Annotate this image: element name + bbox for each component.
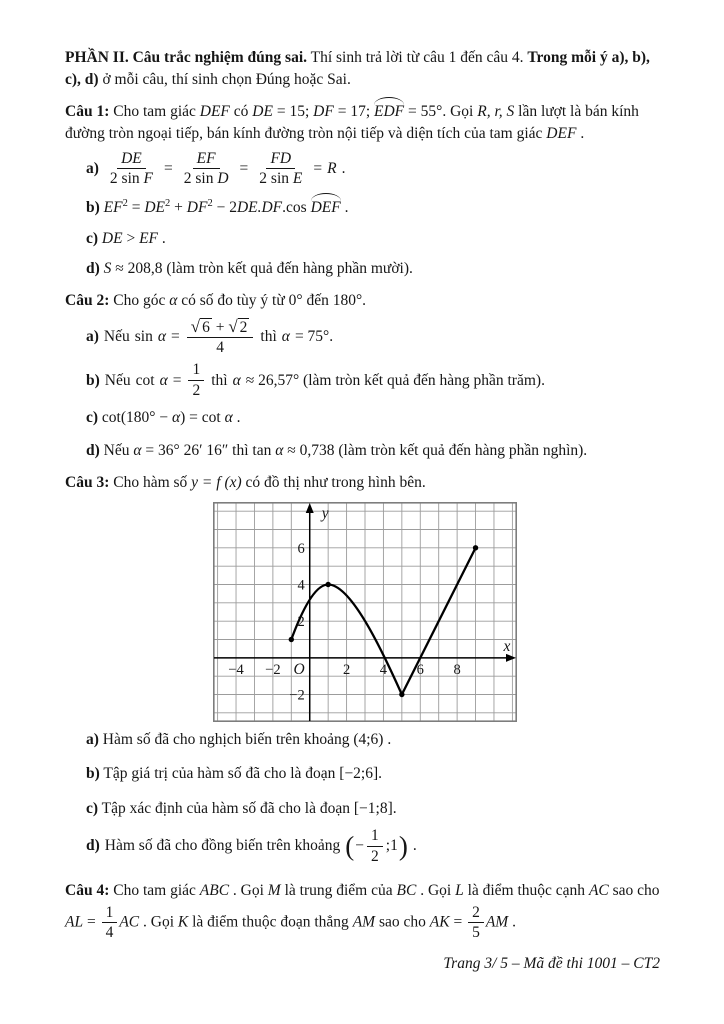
page-content bbox=[65, 47, 664, 942]
q1-item-b bbox=[65, 197, 664, 219]
header-bold-note: Trong mỗi ý a), b), c), d) bbox=[65, 49, 650, 88]
math-var: K bbox=[177, 913, 189, 931]
denominator: 4 bbox=[216, 339, 224, 357]
radical-sign: √ bbox=[190, 316, 201, 336]
text-run: Tập giá trị của hàm số đã cho là đoạn bbox=[103, 765, 340, 783]
superscript: 2 bbox=[207, 197, 213, 209]
text-run: có bbox=[229, 103, 253, 120]
item-label: b) bbox=[86, 371, 100, 389]
fraction bbox=[188, 361, 204, 399]
y-tick-label: 4 bbox=[296, 577, 305, 594]
equals-sign: = bbox=[239, 160, 249, 178]
minus-sign: − bbox=[355, 837, 365, 855]
text-run: Nếu bbox=[103, 441, 134, 459]
radical-sign: √ bbox=[228, 316, 238, 336]
item-label: b) bbox=[86, 765, 100, 783]
numerator: 1 bbox=[102, 904, 118, 923]
text-run: có đồ thị như trong hình bên. bbox=[241, 474, 426, 492]
math-var: BC bbox=[396, 881, 417, 899]
marked-point bbox=[325, 581, 330, 586]
math-var: AL bbox=[65, 913, 84, 931]
equals-sign: = bbox=[163, 160, 173, 178]
text-run: − 2 bbox=[212, 198, 237, 216]
q2-item-c bbox=[65, 407, 664, 429]
math-var: ABC bbox=[199, 881, 230, 899]
fraction bbox=[468, 904, 484, 942]
text-run: . bbox=[158, 230, 166, 248]
text-run: Cho tam giác bbox=[109, 103, 200, 120]
question-label: Câu 3: bbox=[65, 474, 110, 492]
fraction bbox=[102, 904, 118, 942]
text-run: . bbox=[412, 837, 417, 855]
math-expr: [−2;6] bbox=[339, 765, 379, 783]
math-var: F bbox=[143, 170, 153, 188]
item-label: c) bbox=[86, 799, 99, 817]
math-var: L bbox=[455, 881, 464, 899]
text-run: Nếu bbox=[103, 327, 130, 345]
math-var: EF bbox=[196, 150, 216, 167]
question-label: Câu 1: bbox=[65, 103, 110, 120]
superscript: 2 bbox=[122, 197, 128, 209]
q3-item-d bbox=[65, 827, 664, 865]
function-graph-svg bbox=[213, 502, 517, 722]
x-tick-label: 4 bbox=[379, 661, 387, 678]
text-run: = 55°. Gọi bbox=[404, 103, 478, 120]
text-run: = 75°. bbox=[294, 327, 334, 345]
text-run: 2 sin bbox=[259, 170, 293, 188]
text-run: = 36° 26′ 16″ thì tan bbox=[141, 441, 276, 459]
text-run: = 15; bbox=[272, 103, 314, 120]
math-var: α bbox=[232, 371, 241, 389]
x-tick-label: 8 bbox=[452, 661, 461, 678]
question-2-intro bbox=[65, 290, 664, 312]
x-axis-arrow bbox=[506, 653, 516, 661]
text-run: là điểm thuộc cạnh bbox=[463, 881, 589, 899]
equals-sign: = bbox=[170, 327, 180, 345]
text-run: 2 sin bbox=[183, 170, 218, 188]
math-var: AM bbox=[352, 913, 376, 931]
math-var: α bbox=[169, 292, 178, 310]
section-header bbox=[65, 47, 664, 90]
math-var: R, r, S bbox=[477, 103, 515, 120]
math-var: DE bbox=[121, 150, 142, 167]
math-var: DE bbox=[101, 230, 123, 248]
text-run: . bbox=[378, 765, 383, 783]
text-run: . bbox=[576, 124, 585, 142]
text-run: ≈ 26,57° (làm tròn kết quả đến hàng phần trăm). bbox=[245, 371, 545, 389]
item-label: b) bbox=[86, 198, 100, 216]
math-var: DE bbox=[252, 103, 273, 120]
text-run: Cho tam giác bbox=[109, 881, 200, 899]
text-run: 2 sin bbox=[109, 170, 144, 188]
function-graph-figure bbox=[213, 502, 517, 722]
denominator: 4 bbox=[105, 924, 114, 942]
q1-item-c bbox=[65, 228, 664, 250]
origin-label: O bbox=[293, 660, 305, 678]
text-run: thì bbox=[260, 327, 277, 345]
item-label: c) bbox=[86, 409, 99, 427]
text-run: lần lượt là bán kính đường tròn ngoại tiếp, bán kính đường tròn nội tiếp và diện tích của tam giác bbox=[65, 103, 639, 142]
question-label: Câu 2: bbox=[65, 292, 110, 310]
math-var: α bbox=[171, 409, 181, 427]
math-var: DEF bbox=[546, 124, 577, 142]
q2-item-a bbox=[65, 317, 664, 357]
question-1-intro bbox=[65, 101, 664, 144]
text-run: Cho góc bbox=[109, 292, 170, 310]
math-var: EF bbox=[139, 230, 159, 248]
angle-arc: EDF bbox=[374, 101, 404, 123]
text-run: . Gọi bbox=[139, 913, 178, 931]
numerator: 1 bbox=[367, 827, 383, 846]
x-tick-label: 6 bbox=[416, 661, 424, 678]
question-3-intro bbox=[65, 472, 664, 494]
math-var: EF bbox=[103, 198, 123, 216]
q3-item-a bbox=[65, 729, 664, 751]
math-var: AK bbox=[429, 913, 450, 931]
text-run: = bbox=[83, 913, 100, 931]
x-tick-label: 2 bbox=[342, 661, 350, 678]
math-var: FD bbox=[270, 150, 292, 167]
denominator: 5 bbox=[472, 924, 480, 942]
text-run: là điểm thuộc đoạn thẳng bbox=[188, 913, 353, 931]
y-tick-label: 2 bbox=[296, 613, 305, 630]
math-var: E bbox=[292, 170, 303, 188]
q3-item-b bbox=[65, 763, 664, 785]
math-var: DF bbox=[313, 103, 334, 120]
y-axis-arrow bbox=[305, 503, 313, 513]
text-run: . bbox=[392, 799, 397, 817]
text-run: = 17; bbox=[333, 103, 375, 120]
math-var: R bbox=[327, 160, 337, 178]
fraction bbox=[180, 150, 233, 188]
equals-sign: = bbox=[172, 371, 182, 389]
math-var: S bbox=[103, 259, 112, 277]
text-run: Thí sinh trả lời từ câu 1 đến câu 4. bbox=[307, 49, 528, 66]
math-expr: [−1;8] bbox=[353, 799, 393, 817]
function-name: cot bbox=[135, 371, 155, 389]
x-tick-label: −2 bbox=[264, 661, 281, 678]
text-run: . Gọi bbox=[416, 881, 456, 899]
y-axis-label: y bbox=[321, 504, 329, 522]
x-tick-label: −4 bbox=[227, 661, 244, 678]
section-title: PHẦN II. Câu trắc nghiệm đúng sai. bbox=[65, 49, 307, 66]
q2-item-b bbox=[65, 361, 664, 399]
math-expr: y = f (x) bbox=[191, 474, 242, 492]
math-var: α bbox=[281, 327, 290, 345]
text-run: thì bbox=[211, 371, 228, 389]
text-run: . Gọi bbox=[229, 881, 268, 899]
interval-expression: ( − $\frac{1}{2}$ ;1 ) bbox=[345, 827, 408, 865]
math-var: AM bbox=[485, 913, 509, 931]
text-run: .cos bbox=[282, 198, 311, 216]
text-run: ở mỗi câu, thí sinh chọn Đúng hoặc Sai. bbox=[98, 70, 351, 88]
text-run: ) = cot bbox=[180, 409, 225, 427]
item-label: d) bbox=[86, 837, 100, 855]
math-var: DE bbox=[144, 198, 166, 216]
text-run: có số đo tùy ý từ 0° đến 180°. bbox=[177, 292, 367, 310]
math-var: AC bbox=[119, 913, 140, 931]
text-run: Cho hàm số bbox=[109, 474, 192, 492]
fraction bbox=[367, 827, 383, 865]
math-var: AC bbox=[588, 881, 609, 899]
text-run: Nếu bbox=[104, 371, 131, 389]
y-tick-label: −2 bbox=[288, 687, 305, 704]
function-name: sin bbox=[134, 327, 153, 345]
radicand: 2 bbox=[239, 318, 248, 336]
question-label: Câu 4: bbox=[65, 881, 110, 899]
text-run: Tập xác định của hàm số đã cho là đoạn bbox=[101, 799, 354, 817]
equals-sign: = bbox=[313, 160, 323, 178]
text-run: ≈ 208,8 (làm tròn kết quả đến hàng phần mười). bbox=[111, 259, 413, 277]
text-run: + bbox=[170, 198, 187, 216]
text-run: sao cho bbox=[375, 913, 430, 931]
math-var: M bbox=[267, 881, 281, 899]
marked-point bbox=[472, 545, 477, 550]
item-label: d) bbox=[86, 259, 100, 277]
numerator: 1 bbox=[188, 361, 204, 380]
math-var: α bbox=[159, 371, 168, 389]
fraction bbox=[106, 150, 157, 188]
q2-item-d bbox=[65, 440, 664, 462]
text-run: Hàm số đã cho nghịch biến trên khoảng bbox=[102, 730, 354, 748]
text-run: = bbox=[127, 198, 145, 216]
denominator: 2 bbox=[371, 847, 379, 865]
q3-item-c bbox=[65, 798, 664, 820]
marked-point bbox=[399, 691, 404, 696]
text-run: . bbox=[383, 730, 392, 748]
text-run: . bbox=[341, 160, 346, 178]
text-run: là trung điểm của bbox=[280, 881, 397, 899]
superscript: 2 bbox=[165, 197, 171, 209]
x-axis-label: x bbox=[503, 637, 510, 655]
text-run: + bbox=[211, 318, 229, 336]
q1-item-d bbox=[65, 258, 664, 280]
numerator: 2 bbox=[468, 904, 484, 923]
math-var: D bbox=[217, 170, 229, 188]
text-run: . bbox=[232, 409, 241, 427]
item-label: a) bbox=[86, 327, 99, 345]
text-run: = bbox=[449, 913, 467, 931]
text-run: ;1 bbox=[385, 837, 398, 855]
text-run: > bbox=[122, 230, 140, 248]
text-run: . bbox=[508, 913, 516, 931]
text-run: Hàm số đã cho đồng biến trên khoảng bbox=[104, 837, 341, 855]
marked-point bbox=[288, 636, 293, 641]
question-4 bbox=[65, 877, 664, 942]
text-run: . bbox=[340, 198, 349, 216]
angle-arc: DEF bbox=[311, 197, 341, 219]
math-var: α bbox=[275, 441, 284, 459]
y-tick-label: 6 bbox=[296, 540, 305, 557]
text-run: sao cho bbox=[608, 881, 660, 899]
math-var: DE.DF bbox=[236, 198, 283, 216]
math-var: DEF bbox=[199, 103, 230, 120]
math-var: DF bbox=[186, 198, 208, 216]
math-var: α bbox=[133, 441, 142, 459]
text-run: ≈ 0,738 (làm tròn kết quả đến hàng phần nghìn). bbox=[283, 441, 588, 459]
denominator: 2 bbox=[192, 381, 201, 399]
text-run: cot(180° − bbox=[101, 409, 172, 427]
item-label: a) bbox=[86, 730, 99, 748]
math-var: α bbox=[157, 327, 166, 345]
fraction bbox=[187, 317, 254, 357]
item-label: c) bbox=[86, 230, 99, 248]
item-label: d) bbox=[86, 441, 100, 459]
math-var: α bbox=[224, 409, 233, 427]
fraction bbox=[255, 150, 306, 188]
q1-item-a bbox=[65, 150, 664, 188]
radicand: 6 bbox=[202, 318, 210, 336]
item-label: a) bbox=[86, 160, 99, 178]
page-footer: Trang 3/ 5 – Mã đề thi 1001 – CT2 bbox=[443, 955, 660, 972]
math-expr: (4;6) bbox=[353, 730, 384, 748]
